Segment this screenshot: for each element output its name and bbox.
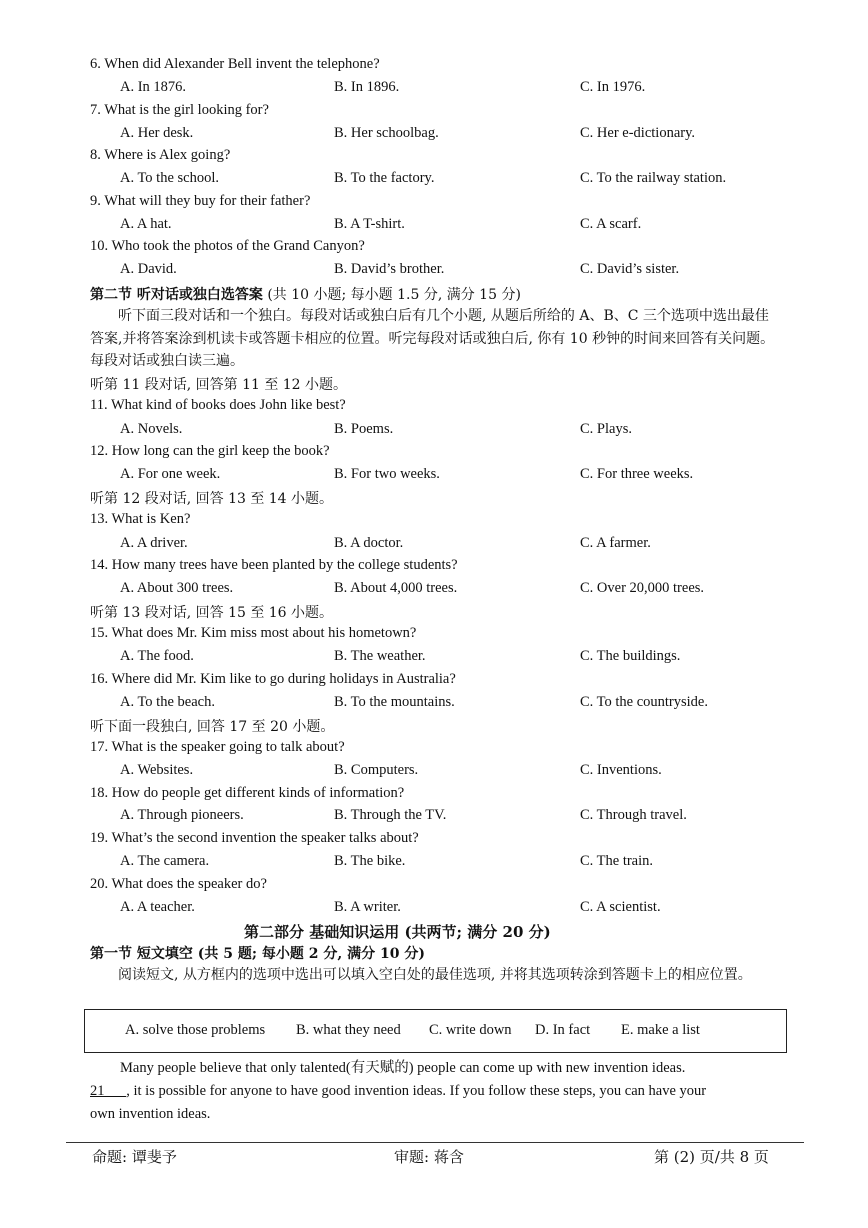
question-text: 9. What will they buy for their father?	[90, 193, 311, 209]
option-c: C. A farmer.	[580, 535, 651, 551]
option-b: B. In 1896.	[334, 79, 400, 95]
option-c: C. In 1976.	[580, 79, 646, 95]
passage-prompt: 听第 12 段对话, 回答 13 至 14 小题。	[90, 491, 334, 507]
option-a: A. The camera.	[120, 853, 210, 869]
question-text: 13. What is Ken?	[90, 511, 191, 527]
question-text: 16. Where did Mr. Kim like to go during holidays in Australia?	[90, 671, 456, 687]
option-c: C. To the railway station.	[580, 170, 727, 186]
question-text: 17. What is the speaker going to talk about?	[90, 739, 345, 755]
word-bank-box	[84, 1009, 787, 1053]
blank-21	[90, 1083, 126, 1099]
option-c: C. David’s sister.	[580, 261, 680, 277]
option-a: A. A driver.	[120, 535, 188, 551]
story-line-1: Many people believe that only talented(有天赋的) people can come up with new invention ideas.	[120, 1060, 686, 1076]
story-text: , it is possible for anyone to have good invention ideas. If you follow these steps, you can have your	[126, 1083, 707, 1099]
footer-page-number: 第 (2) 页/共 8 页	[654, 1148, 769, 1166]
option-a: A. A teacher.	[120, 899, 195, 915]
option-c: C. Over 20,000 trees.	[580, 580, 705, 596]
question-text: 15. What does Mr. Kim miss most about his hometown?	[90, 625, 417, 641]
footer-reviewer: 审题: 蒋含	[394, 1148, 464, 1166]
option-a: A. Through pioneers.	[120, 807, 244, 823]
story-line-3: own invention ideas.	[90, 1106, 211, 1122]
option-a: A. Websites.	[120, 762, 194, 778]
option-b: B. The weather.	[334, 648, 426, 664]
option-b: B. The bike.	[334, 853, 406, 869]
option-c: C. Her e-dictionary.	[580, 125, 696, 141]
section-instructions: 听下面三段对话和一个独白。每段对话或独白后有几个小题, 从题后所给的 A、B、C 三个选项中选出最佳答案,并将答案涂到机读卡或答题卡相应的位置。听完每段对话或独白后, 你有 10 秒钟的时间来回答有关问题。每段对话或独白读三遍。	[90, 308, 775, 369]
section-instructions: 阅读短文, 从方框内的选项中选出可以填入空白处的最佳选项, 并将其选项转涂到答题卡上的相应位置。	[118, 967, 752, 983]
option-b: B. A T-shirt.	[334, 216, 405, 232]
option-a: A. In 1876.	[120, 79, 187, 95]
question-text: 11. What kind of books does John like best?	[90, 397, 346, 413]
question-text: 19. What’s the second invention the speaker talks about?	[90, 830, 419, 846]
question-text: 18. How do people get different kinds of information?	[90, 785, 405, 801]
question-text: 10. Who took the photos of the Grand Canyon?	[90, 238, 365, 254]
section-meta: (共 10 小题; 每小题 1.5 分, 满分 15 分)	[267, 287, 521, 303]
option-b: B. Through the TV.	[334, 807, 447, 823]
option-c: C. The train.	[580, 853, 654, 869]
option-a: A. The food.	[120, 648, 194, 664]
question-text: 7. What is the girl looking for?	[90, 102, 269, 118]
option-b: B. A writer.	[334, 899, 401, 915]
option-c: C. To the countryside.	[580, 694, 708, 710]
footer-divider	[66, 1142, 804, 1143]
option-a: A. Novels.	[120, 421, 183, 437]
option-c: C. A scarf.	[580, 216, 642, 232]
story-line-2	[90, 1080, 780, 1103]
option-b: B. For two weeks.	[334, 466, 440, 482]
option-b: B. Her schoolbag.	[334, 125, 439, 141]
option-b: B. David’s brother.	[334, 261, 445, 277]
option-a: A. Her desk.	[120, 125, 194, 141]
section-heading	[90, 284, 521, 304]
word-bank-option-a: A. solve those problems	[125, 1022, 266, 1038]
option-a: A. David.	[120, 261, 177, 277]
question-text: 20. What does the speaker do?	[90, 876, 267, 892]
option-c: C. For three weeks.	[580, 466, 694, 482]
option-b: B. To the mountains.	[334, 694, 455, 710]
section-title: 第二节 听对话或独白选答案	[90, 287, 263, 303]
word-bank-option-b: B. what they need	[296, 1022, 401, 1038]
option-b: B. To the factory.	[334, 170, 435, 186]
word-bank-option-e: E. make a list	[621, 1022, 700, 1038]
option-a: A. To the school.	[120, 170, 220, 186]
option-a: A. A hat.	[120, 216, 172, 232]
option-a: A. About 300 trees.	[120, 580, 234, 596]
option-c: C. Plays.	[580, 421, 632, 437]
option-c: C. Through travel.	[580, 807, 687, 823]
passage-prompt: 听第 13 段对话, 回答 15 至 16 小题。	[90, 605, 334, 621]
question-text: 8. Where is Alex going?	[90, 147, 231, 163]
option-b: B. Poems.	[334, 421, 394, 437]
word-bank-option-c: C. write down	[429, 1022, 512, 1038]
option-c: C. The buildings.	[580, 648, 681, 664]
word-bank-option-d: D. In fact	[535, 1022, 591, 1038]
question-text: 12. How long can the girl keep the book?	[90, 443, 330, 459]
part-title: 第二部分 基础知识运用 (共两节; 满分 20 分)	[244, 923, 551, 941]
option-c: C. Inventions.	[580, 762, 662, 778]
question-text: 6. When did Alexander Bell invent the telephone?	[90, 56, 380, 72]
passage-prompt: 听下面一段独白, 回答 17 至 20 小题。	[90, 719, 335, 735]
option-a: A. To the beach.	[120, 694, 215, 710]
option-b: B. About 4,000 trees.	[334, 580, 458, 596]
option-a: A. For one week.	[120, 466, 221, 482]
passage-prompt: 听第 11 段对话, 回答第 11 至 12 小题。	[90, 377, 348, 393]
option-b: B. A doctor.	[334, 535, 404, 551]
blank-number: 21	[90, 1083, 105, 1099]
option-b: B. Computers.	[334, 762, 419, 778]
footer-author: 命题: 谭斐予	[92, 1148, 177, 1166]
question-text: 14. How many trees have been planted by the college students?	[90, 557, 458, 573]
option-c: C. A scientist.	[580, 899, 661, 915]
section-title: 第一节 短文填空 (共 5 题; 每小题 2 分, 满分 10 分)	[90, 946, 425, 962]
